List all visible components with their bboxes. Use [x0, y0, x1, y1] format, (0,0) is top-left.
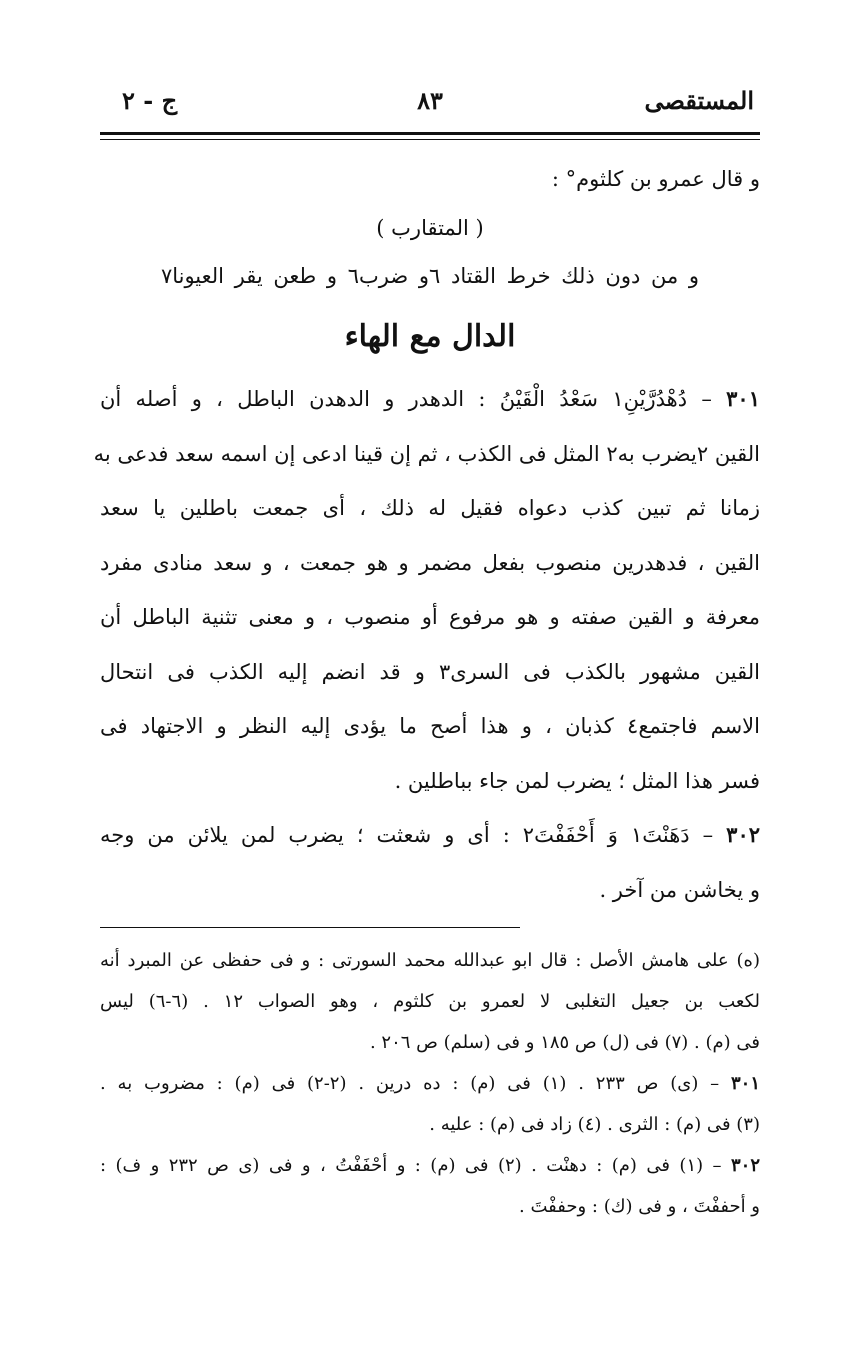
entry-301-line-1: [100, 372, 760, 427]
footnote-general-line-2: لكعب بن جعيل التغلبى لا لعمرو بن كلثوم ، وهو الصواب ١٢ . (٦-٦) ليس: [100, 991, 761, 1012]
page-header: [100, 86, 760, 126]
footnote-302-text-1: – (١) فى (م) : دهنْت . (٢) فى (م) : و أحْفَفْتُ ، و فى (ى ص ٢٣٢ و ف) :: [100, 1155, 722, 1176]
entry-302-line-2: و يخاشن من آخر .: [599, 877, 760, 902]
entry-301-line-2: القين ٢يضرب به٢ المثل فى الكذب ، ثم إن قينا ادعى إن اسمه سعد فدعى به: [93, 441, 760, 466]
entry-302-line-1: [100, 808, 760, 863]
entry-302-text-1: – دَهَنْتَ١ وَ أَحْفَفْتَ٢ : أى و شعثت ؛ يضرب لمن يلائن من وجه: [100, 823, 714, 847]
entry-301-number: ٣٠١: [726, 386, 760, 411]
entry-301: [93, 372, 760, 808]
header-rule-thin: [100, 139, 760, 140]
footnote-302-number: ٣٠٢: [731, 1155, 761, 1176]
entry-302: [100, 808, 760, 917]
poem-meter: ( المتقارب ): [376, 216, 484, 240]
entry-301-line-3: زمانا ثم تبين كذب دعواه فقيل له ذلك ، أى جمعت باطلين يا سعد: [100, 496, 760, 520]
entry-302-number: ٣٠٢: [726, 822, 761, 847]
footnote-general-line-1: (ه) على هامش الأصل : قال ابو عبدالله محمد السورتى : و فى حفظى عن المبرد أنه: [100, 950, 760, 971]
footnote-301-line-1: [100, 1063, 760, 1104]
header-rule-thick: [100, 132, 760, 135]
footnote-302-line-2: و أحففْتَ ، و فى (ك) : وحففْتَ .: [519, 1196, 760, 1217]
footnote-separator: [100, 927, 520, 928]
running-title: المستقصى: [644, 86, 754, 115]
entry-301-line-7: الاسم فاجتمع٤ كذبان ، و هذا أصح ما يؤدى إليه النظر و الاجتهاد فى: [100, 714, 760, 738]
poem-attribution: و قال عمرو بن كلثوم° :: [551, 167, 760, 191]
entry-301-line-6: القين مشهور بالكذب فى السرى٣ و قد انضم إليه الكذب فى انتحال: [100, 659, 760, 684]
section-heading: الدال مع الهاء: [344, 319, 516, 354]
entry-301-text-1: – دُهْدُرَّيْنِ١ سَعْدُ الْقَيْنُ : الدهدر و الدهدن الباطل ، و أصله أن: [100, 387, 712, 411]
poem-verse: و من دون ذلك خرط القتاد ٦و ضرب٦ و طعن يقر العيونا٧: [160, 264, 700, 288]
footnote-301-text-1: – (ى) ص ٢٣٣ . (١) فى (م) : ده درين . (٢-٢) فى (م) : مضروب به .: [100, 1073, 720, 1094]
footnotes: [100, 940, 760, 1227]
entry-301-line-8: فسر هذا المثل ؛ يضرب لمن جاء بباطلين .: [394, 768, 760, 793]
main-text: [93, 152, 761, 917]
page-number: ٨٣: [417, 86, 443, 115]
footnote-301-number: ٣٠١: [731, 1073, 761, 1094]
footnote-general-line-3: فى (م) . (٧) فى (ل) ص ١٨٥ و فى (سلم) ص ٢٠٦ .: [369, 1032, 760, 1053]
volume-label: ج - ٢: [122, 86, 178, 115]
footnote-301-line-2: (٣) فى (م) : الثرى . (٤) زاد فى (م) : عليه .: [429, 1114, 760, 1135]
entry-301-line-5: معرفة و القين صفته و هو مرفوع أو منصوب ، و معنى تثنية الباطل أن: [100, 605, 760, 629]
footnote-302-line-1: [100, 1145, 760, 1186]
entry-301-line-4: القين ، فدهدرين منصوب بفعل مضمر و هو جمعت ، و سعد منادى مفرد: [100, 550, 760, 575]
